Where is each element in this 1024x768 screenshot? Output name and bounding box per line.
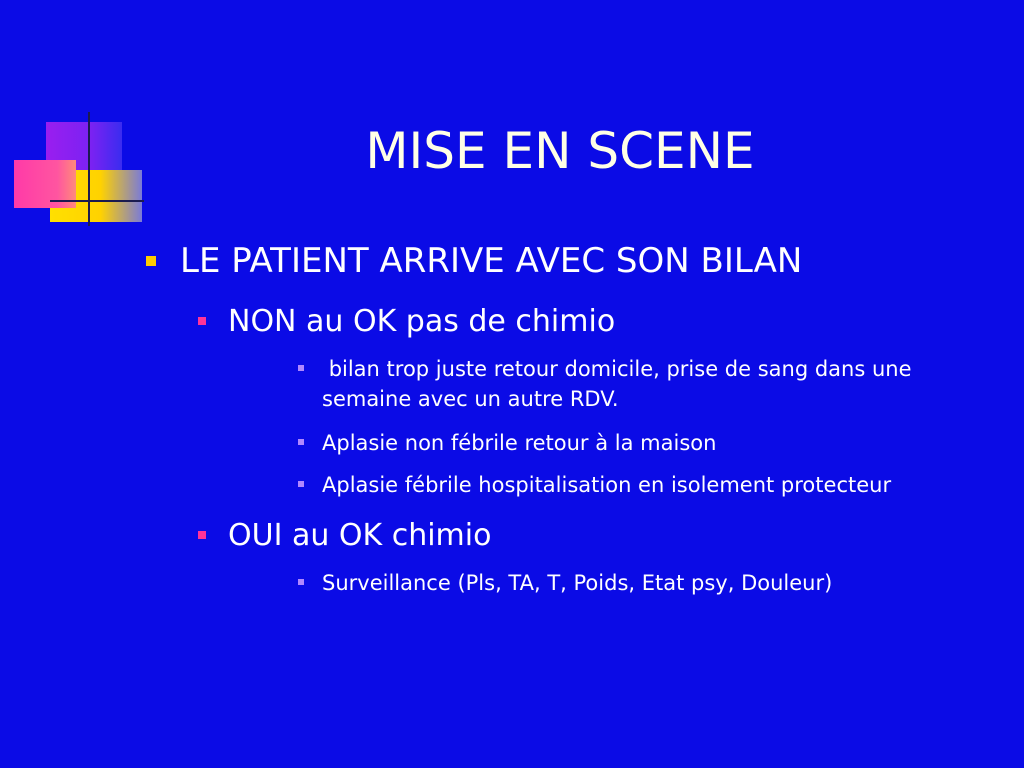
yellow-square-bullet-icon	[146, 256, 156, 266]
lavender-square-bullet-icon	[298, 439, 304, 445]
bullet-text: OUI au OK chimio	[228, 518, 492, 553]
bullet-level3	[298, 354, 998, 414]
bullet-text: NON au OK pas de chimio	[228, 304, 616, 339]
slide-title: MISE EN SCENE	[365, 122, 755, 180]
bullet-level3	[298, 428, 716, 458]
bullet-text: bilan trop juste retour domicile, prise de sang dans une semaine avec un autre RDV.	[322, 357, 919, 411]
bullet-level2	[198, 302, 615, 342]
pink-square-bullet-icon	[198, 317, 206, 325]
bullet-level3	[298, 568, 832, 598]
bullet-level3	[298, 470, 891, 500]
lavender-square-bullet-icon	[298, 365, 304, 371]
vertical-rule-line	[88, 112, 90, 226]
horizontal-rule-line	[50, 200, 144, 202]
bullet-text: Aplasie non fébrile retour à la maison	[322, 431, 717, 455]
lavender-square-bullet-icon	[298, 481, 304, 487]
bullet-level2	[198, 516, 491, 556]
pink-square-bullet-icon	[198, 531, 206, 539]
bullet-text: LE PATIENT ARRIVE AVEC SON BILAN	[180, 241, 803, 281]
lavender-square-bullet-icon	[298, 579, 304, 585]
bullet-text: Surveillance (Pls, TA, T, Poids, Etat psy, Douleur)	[322, 571, 833, 595]
bullet-level1	[146, 238, 802, 284]
bullet-text: Aplasie fébrile hospitalisation en isolement protecteur	[322, 473, 892, 497]
